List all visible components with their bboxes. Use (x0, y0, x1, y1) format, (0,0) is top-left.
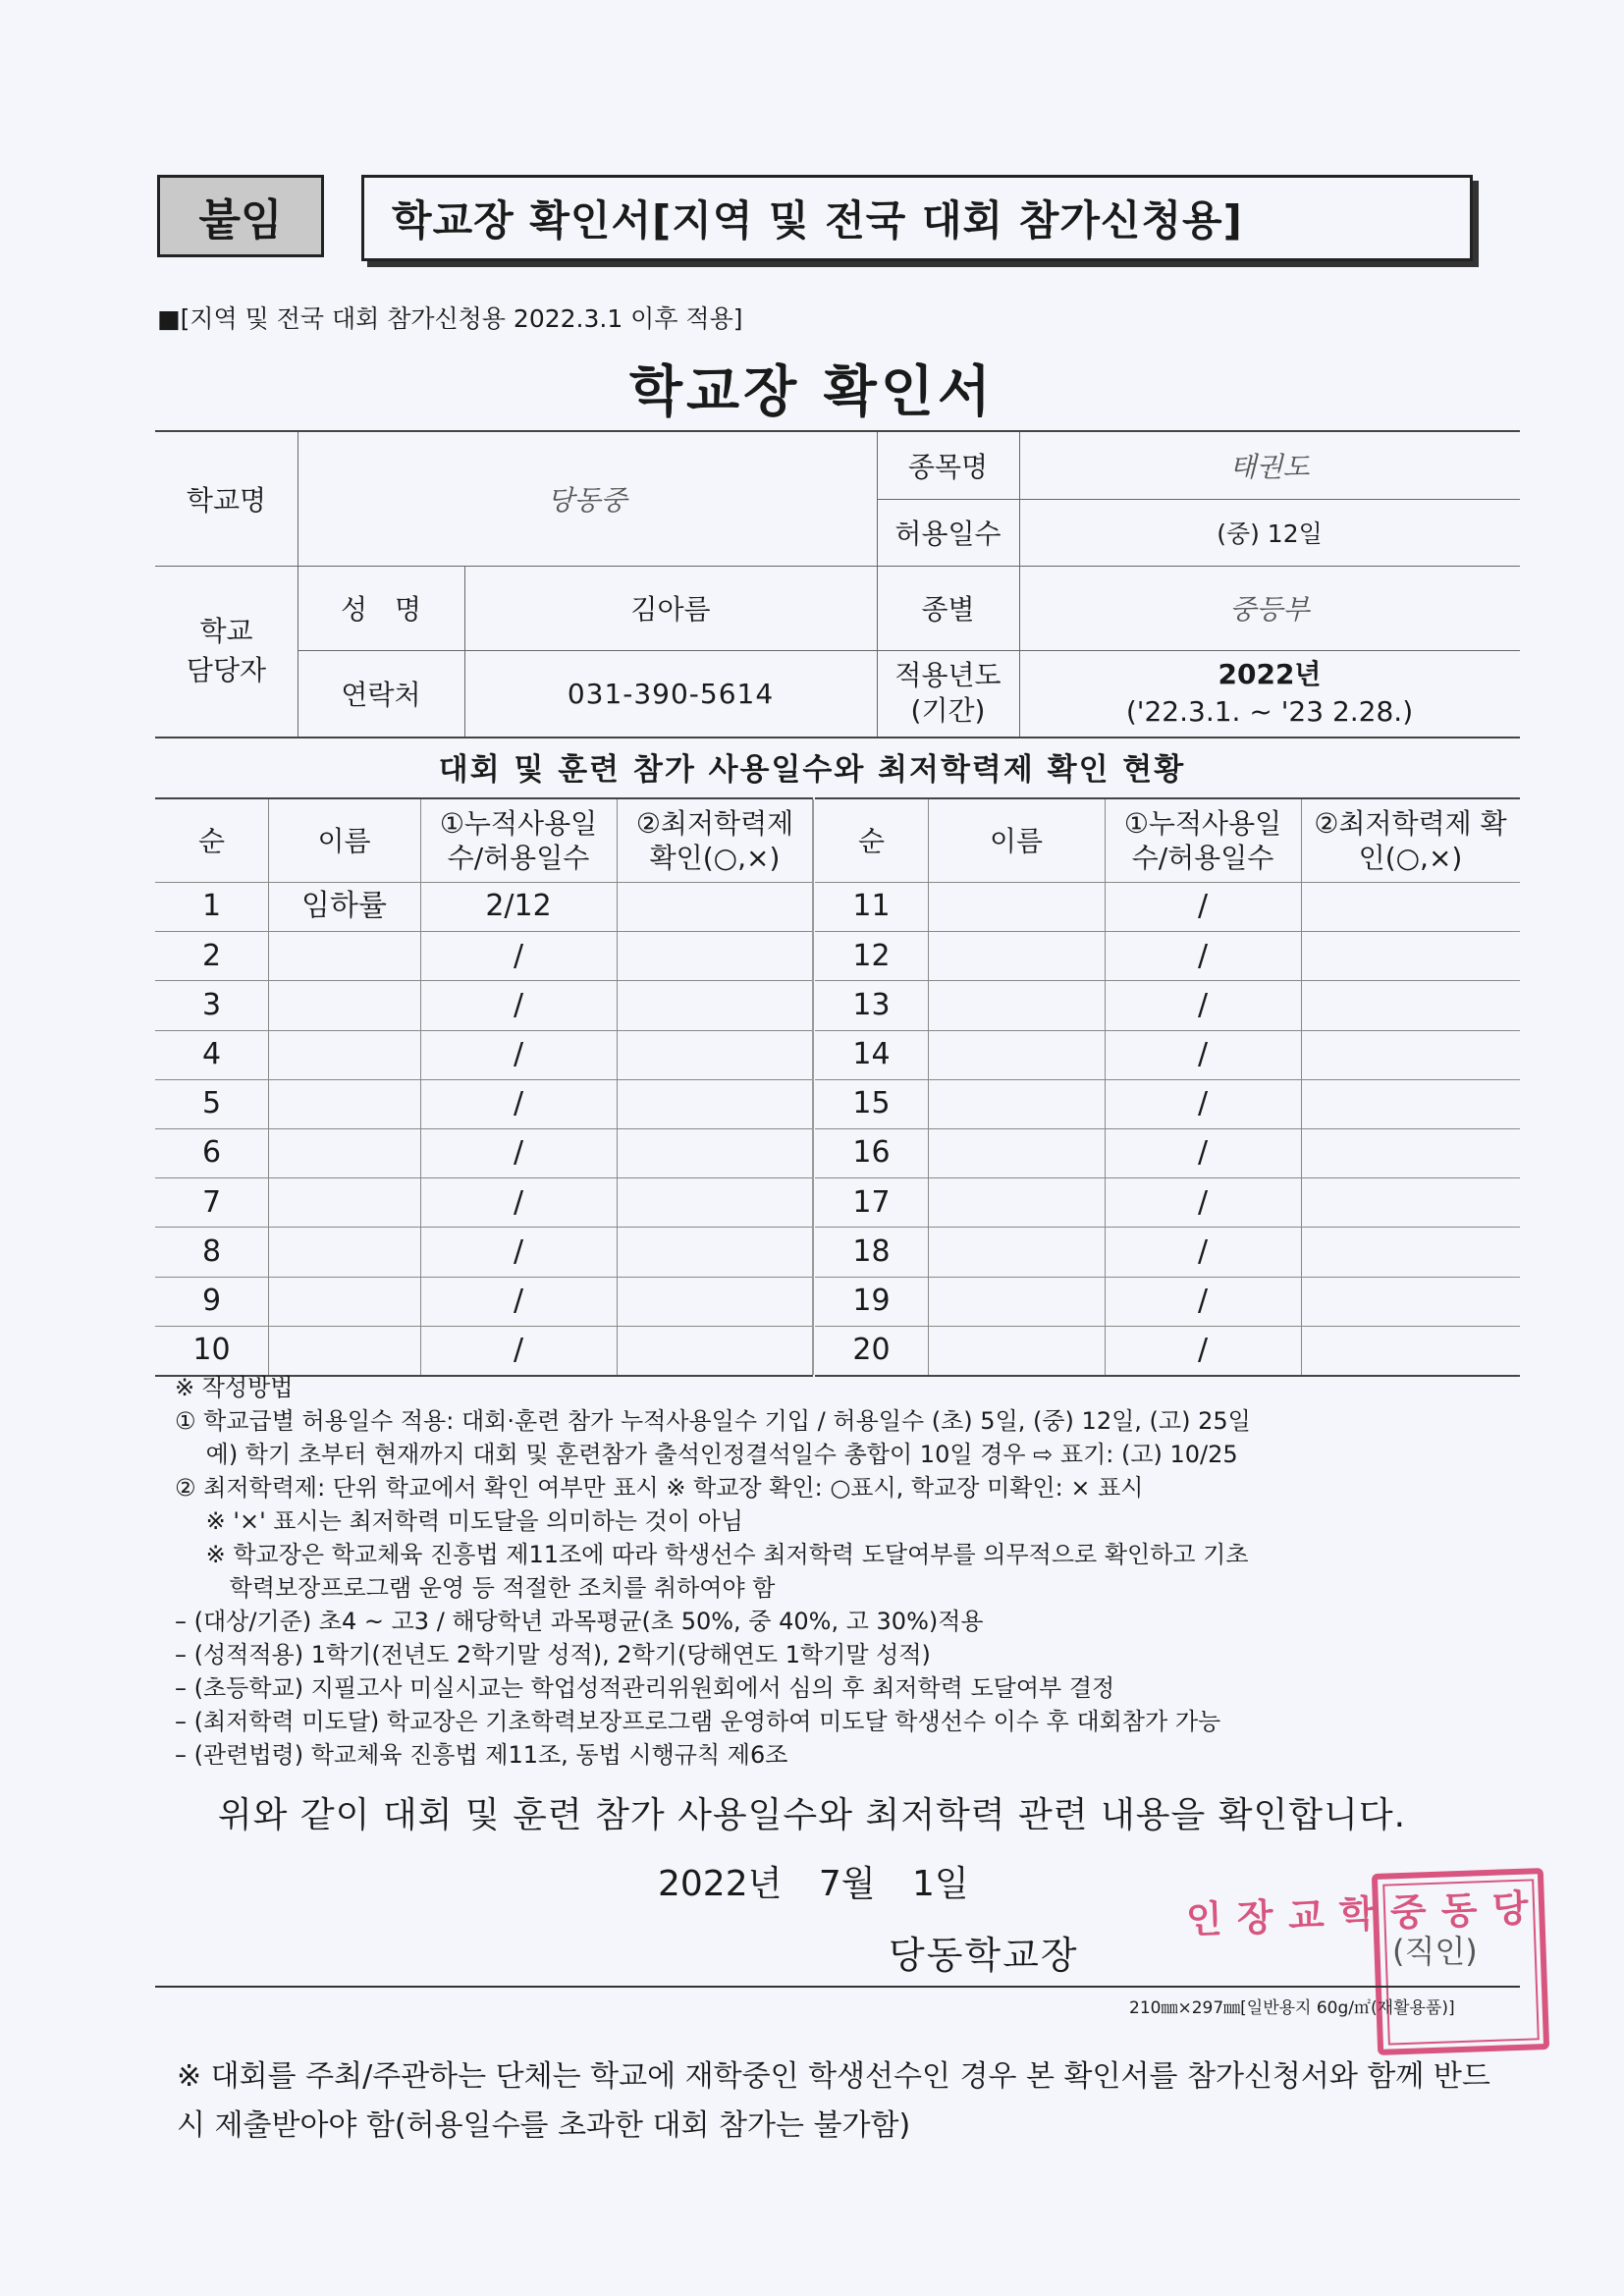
year-value-main: 2022년 (1218, 658, 1322, 690)
instruction-line: – (성적적용) 1학기(전년도 2학기말 성적), 2학기(당해연도 1학기말 성적) (175, 1641, 931, 1668)
cell-name (268, 1177, 420, 1227)
instruction-line: – (최저학력 미도달) 학교장은 기초학력보장프로그램 운영하여 미도달 학생선수 이수 후 대회참가 가능 (175, 1708, 1221, 1735)
allowed-days-label: 허용일수 (894, 518, 1001, 550)
cell-name (928, 1079, 1105, 1128)
divider (155, 1986, 1520, 1988)
table-row (815, 1128, 1520, 1177)
instructions (175, 1371, 1530, 1772)
cell-check (617, 980, 813, 1029)
cell-check (1301, 1227, 1520, 1276)
year-label (877, 650, 1019, 737)
cell-no: 17 (852, 1184, 891, 1220)
table-row (815, 882, 1520, 931)
cell-no: 18 (852, 1233, 891, 1269)
instruction-line: – (대상/기준) 초4 ~ 고3 / 해당학년 과목평균(초 50%, 중 40%, 고 30%)적용 (175, 1608, 984, 1635)
cell-days: / (513, 1333, 524, 1368)
table-row (155, 1227, 813, 1276)
contact-person-label-line1: 학교 (199, 615, 253, 647)
cell-check (1301, 931, 1520, 980)
cell-days: / (1197, 889, 1209, 924)
header-check: ②최저학력제 확인(○,×) (635, 807, 794, 874)
cell-check (617, 931, 813, 980)
cell-check (1301, 882, 1520, 931)
cell-name (928, 1030, 1105, 1079)
cell-days: / (1197, 1184, 1209, 1220)
cell-name (928, 1277, 1105, 1326)
cell-name (928, 1177, 1105, 1227)
instruction-line: – (초등학교) 지필고사 미실시교는 학업성적관리위원회에서 심의 후 최저학력 도달여부 결정 (175, 1674, 1115, 1702)
principal-name: 당동학교장 (889, 1934, 1079, 1977)
cell-no: 2 (201, 938, 222, 973)
phone-value: 031-390-5614 (567, 677, 775, 710)
cell-no: 3 (201, 987, 222, 1022)
cell-days: / (1197, 1233, 1209, 1269)
cell-no: 19 (852, 1283, 891, 1318)
roster-table-title: 대회 및 훈련 참가 사용일수와 최저학력제 확인 현황 (438, 752, 1186, 788)
cell-name (928, 1227, 1105, 1276)
cell-name (928, 931, 1105, 980)
cell-no: 9 (201, 1283, 222, 1318)
header-no: 순 (197, 824, 226, 857)
cell-days: / (1197, 987, 1209, 1022)
cell-days: / (1197, 1036, 1209, 1071)
info-table (155, 430, 1520, 738)
seal-label: (직인) (1392, 1933, 1478, 1970)
cell-check (1301, 1079, 1520, 1128)
page-title: 학교장 확인서 (628, 360, 996, 424)
cell-days: / (513, 1135, 524, 1171)
year-label-line1: 적용년도 (894, 659, 1001, 691)
instruction-line: 예) 학기 초부터 현재까지 대회 및 훈련참가 출석인정결석일수 총합이 10일 경우 ⇨ 표기: (고) 10/25 (175, 1441, 1238, 1468)
cell-check (1301, 1030, 1520, 1079)
document-title-box: 학교장 확인서[지역 및 전국 대회 참가신청용] (361, 175, 1473, 261)
roster-header (815, 799, 1520, 882)
cell-check (617, 882, 813, 931)
table-row (155, 1030, 813, 1079)
header-days: ①누적사용일수/허용일수 (1123, 807, 1282, 874)
cell-no: 4 (201, 1036, 222, 1071)
cell-name (928, 1326, 1105, 1375)
cell-no: 16 (852, 1135, 891, 1171)
cell-no: 12 (852, 938, 891, 973)
instruction-line: ① 학교급별 허용일수 적용: 대회·훈련 참가 누적사용일수 기입 / 허용일수 (초) 5일, (중) 12일, (고) 25일 (175, 1407, 1251, 1435)
cell-no: 1 (201, 889, 222, 924)
signing-date: 2022년 7월 1일 (658, 1864, 969, 1904)
contact-person-label (155, 566, 298, 737)
cell-check (1301, 1128, 1520, 1177)
year-label-line2: (기간) (910, 694, 986, 727)
header-no: 순 (857, 824, 886, 857)
cell-name (268, 1277, 420, 1326)
cell-no: 20 (852, 1333, 891, 1368)
cell-name (268, 980, 420, 1029)
cell-check (617, 1326, 813, 1375)
table-row (815, 931, 1520, 980)
cell-name (268, 1079, 420, 1128)
cell-no: 10 (192, 1333, 231, 1368)
name-label: 성 명 (340, 593, 422, 626)
cell-days: / (513, 1283, 524, 1318)
header-days: ①누적사용일수/허용일수 (439, 807, 598, 874)
table-row (155, 980, 813, 1029)
confirmation-statement: 위와 같이 대회 및 훈련 참가 사용일수와 최저학력 관련 내용을 확인합니다. (217, 1795, 1407, 1835)
header-name: 이름 (989, 824, 1044, 857)
category-value: 중등부 (1229, 593, 1310, 626)
roster-table-right (815, 797, 1520, 1377)
instruction-line: 학력보장프로그램 운영 등 적절한 조치를 취하여야 함 (175, 1574, 776, 1602)
cell-check (1301, 980, 1520, 1029)
table-row (815, 1177, 1520, 1227)
cell-check (617, 1079, 813, 1128)
roster-header (155, 799, 813, 882)
period-value: ('22.3.1. ~ '23 2.28.) (1125, 695, 1414, 728)
cell-check (617, 1177, 813, 1227)
cell-name (268, 1030, 420, 1079)
cell-check (617, 1277, 813, 1326)
seal-text: 당동중학교장인 (1382, 1879, 1540, 2045)
table-row (815, 1227, 1520, 1276)
cell-check (617, 1030, 813, 1079)
cell-name (268, 931, 420, 980)
event-value: 태권도 (1229, 451, 1310, 483)
cell-days: / (1197, 1283, 1209, 1318)
cell-name (268, 1227, 420, 1276)
cell-name (928, 1128, 1105, 1177)
cell-days: / (1197, 1086, 1209, 1121)
allowed-days-value: (중) 12일 (1217, 519, 1323, 548)
table-row (155, 1326, 813, 1375)
table-row (815, 1030, 1520, 1079)
cell-check (617, 1128, 813, 1177)
cell-name (268, 1128, 420, 1177)
school-name-value: 당동중 (547, 484, 627, 517)
name-value: 김아름 (630, 593, 711, 626)
table-row (155, 1277, 813, 1326)
cell-no: 5 (201, 1086, 222, 1121)
table-row (155, 882, 813, 931)
table-row (815, 980, 1520, 1029)
table-row (815, 1079, 1520, 1128)
cell-days: / (513, 938, 524, 973)
cell-days: / (1197, 938, 1209, 973)
event-label: 종목명 (907, 451, 989, 483)
cell-no: 13 (852, 987, 891, 1022)
table-row (155, 931, 813, 980)
phone-label: 연락처 (341, 679, 421, 711)
cell-days: / (513, 987, 524, 1022)
cell-no: 6 (201, 1135, 222, 1171)
cell-days: / (513, 1086, 524, 1121)
table-row (155, 1177, 813, 1227)
instruction-line: ※ 학교장은 학교체육 진흥법 제11조에 따라 학생선수 최저학력 도달여부를 의무적으로 확인하고 기초 (175, 1541, 1249, 1568)
cell-no: 14 (852, 1036, 891, 1071)
cell-no: 15 (852, 1086, 891, 1121)
table-row (815, 1277, 1520, 1326)
attachment-tag: 붙임 (157, 175, 324, 257)
category-label: 종별 (921, 593, 975, 626)
footer-note: ※ 대회를 주최/주관하는 단체는 학교에 재학중인 학생선수인 경우 본 확인서를 참가신청서와 함께 반드시 제출받아야 함(허용일수를 초과한 대회 참가는 불가함) (177, 2059, 1490, 2143)
cell-check (1301, 1326, 1520, 1375)
cell-no: 11 (852, 889, 891, 924)
cell-no: 8 (201, 1233, 222, 1269)
instruction-line: – (관련법령) 학교체육 진흥법 제11조, 동법 시행규칙 제6조 (175, 1741, 788, 1769)
cell-check (1301, 1177, 1520, 1227)
cell-name: 임하률 (301, 889, 387, 924)
cell-days: / (1197, 1333, 1209, 1368)
cell-name (928, 980, 1105, 1029)
paper-spec: 210㎜×297㎜[일반용지 60g/㎡(재활용품)] (1129, 1998, 1455, 2018)
cell-days: / (513, 1184, 524, 1220)
cell-check (1301, 1277, 1520, 1326)
cell-name (268, 1326, 420, 1375)
cell-days: / (1197, 1135, 1209, 1171)
table-row (155, 1128, 813, 1177)
cell-no: 7 (201, 1184, 222, 1220)
table-row (155, 1079, 813, 1128)
instruction-line: ※ 작성방법 (175, 1374, 294, 1401)
header-name: 이름 (317, 824, 371, 857)
applicability-note: ■[지역 및 전국 대회 참가신청용 2022.3.1 이후 적용] (157, 304, 743, 333)
roster-table-left (155, 797, 813, 1377)
school-name-label: 학교명 (186, 484, 267, 517)
header-check: ②최저학력제 확인(○,×) (1314, 807, 1507, 874)
cell-days: 2/12 (485, 889, 552, 924)
instruction-line: ② 최저학력제: 단위 학교에서 확인 여부만 표시 ※ 학교장 확인: ○표시, 학교장 미확인: × 표시 (175, 1474, 1144, 1502)
cell-name (928, 882, 1105, 931)
contact-person-label-line2: 담당자 (186, 654, 267, 686)
year-value (1019, 650, 1520, 737)
instruction-line: ※ '×' 표시는 최저학력 미도달을 의미하는 것이 아님 (175, 1507, 743, 1535)
cell-days: / (513, 1036, 524, 1071)
table-row (815, 1326, 1520, 1375)
cell-check (617, 1227, 813, 1276)
cell-days: / (513, 1233, 524, 1269)
